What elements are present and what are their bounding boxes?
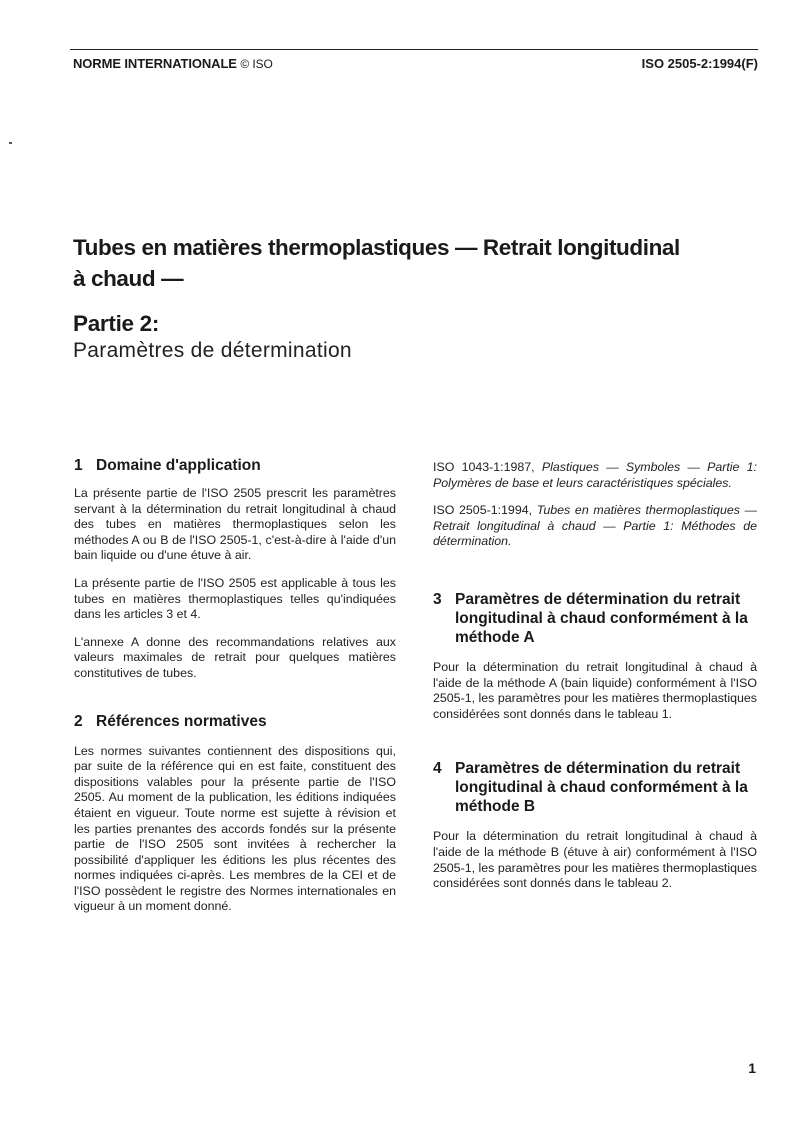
section-1-number: 1 [74, 457, 83, 474]
section-4-number: 4 [433, 760, 442, 778]
header-document-number: ISO 2505-2:1994(F) [641, 56, 758, 71]
normative-reference-2 [433, 503, 757, 550]
left-column [74, 456, 396, 915]
normative-reference-1 [433, 460, 757, 491]
section-2-number: 2 [74, 712, 83, 730]
document-title-line2: à chaud — [73, 266, 184, 291]
header-rule [70, 49, 758, 50]
section-4-title: Paramètres de détermination du retrait longitudinal à chaud conformément à la méthode B [455, 760, 748, 816]
reference-2-code: ISO 2505-1:1994, [433, 503, 533, 518]
page-number: 1 [748, 1060, 756, 1076]
header-standard-label [73, 56, 273, 71]
section-1-paragraph-3: L'annexe A donne des recommandations relatives aux valeurs maximales de retrait pour quelques matières constitutives de tubes. [74, 634, 396, 680]
section-1-heading [74, 456, 396, 475]
section-3-paragraph-1: Pour la détermination du retrait longitudinal à chaud à l'aide de la méthode A (bain liquide) conformément à l'ISO 2505-1, les paramètres pour les matières thermoplastiques considérées sont donnés dans le tableau 1. [433, 659, 757, 721]
section-3-title: Paramètres de détermination du retrait longitudinal à chaud conformément à la méthode A [455, 590, 748, 646]
section-4-heading [433, 759, 757, 816]
right-column [433, 456, 757, 892]
document-title [73, 232, 763, 294]
section-2-paragraph-1: Les normes suivantes contiennent des dispositions qui, par suite de la référence qui en est faite, constituent des dispositions valables pour la présente partie de l'ISO 2505. Au moment de la publication, les éditions indiquées étaient en vigueur. Toute norme est sujette à révision et les parties prenantes des accords fondés sur la présente partie de l'ISO 2505 sont invitées à rechercher la possibilité d'appliquer les éditions les plus récentes des normes indiquées ci-après. Les membres de la CEI et de l'ISO possèdent le registre des Normes internationales en vigueur à un moment donné. [74, 743, 396, 914]
section-4-paragraph-1: Pour la détermination du retrait longitudinal à chaud à l'aide de la méthode B (étuve à air) conformément à l'ISO 2505-1, les paramètres pour les matières thermoplastiques considérées sont donnés dans le tableau 2. [433, 829, 757, 891]
section-1-paragraph-1: La présente partie de l'ISO 2505 prescrit les paramètres servant à la détermination du retrait longitudinal à chaud des tubes en matières thermoplastiques selon les méthodes A ou B de l'ISO 2505-1, c'est-à-dire à l'aide d'un bain liquide ou d'une étuve à air. [74, 486, 396, 563]
document-title-line1: Tubes en matières thermoplastiques — Retrait longitudinal [73, 235, 680, 260]
part-subtitle: Paramètres de détermination [73, 339, 352, 362]
section-3-number: 3 [433, 590, 442, 608]
part-label: Partie 2: [73, 311, 160, 336]
section-2-title: Références normatives [96, 712, 267, 730]
section-1-paragraph-2: La présente partie de l'ISO 2505 est applicable à tous les tubes en matières thermoplastiques telles qu'indiquées dans les articles 3 et 4. [74, 575, 396, 622]
header-standard-name: NORME INTERNATIONALE [73, 56, 237, 71]
reference-2-title: Tubes en matières thermoplastiques — Retrait longitudinal à chaud — Partie 1: Méthodes de détermination. [433, 503, 757, 549]
header-copyright: © ISO [240, 57, 273, 71]
margin-mark [9, 142, 12, 144]
reference-1-title: Plastiques — Symboles — Partie 1: Polymères de base et leurs caractéristiques spéciales. [433, 460, 757, 490]
section-2-heading [74, 712, 396, 731]
reference-1-code: ISO 1043-1:1987, [433, 460, 535, 474]
section-1-title: Domaine d'application [96, 457, 261, 474]
section-3-heading [433, 590, 757, 647]
